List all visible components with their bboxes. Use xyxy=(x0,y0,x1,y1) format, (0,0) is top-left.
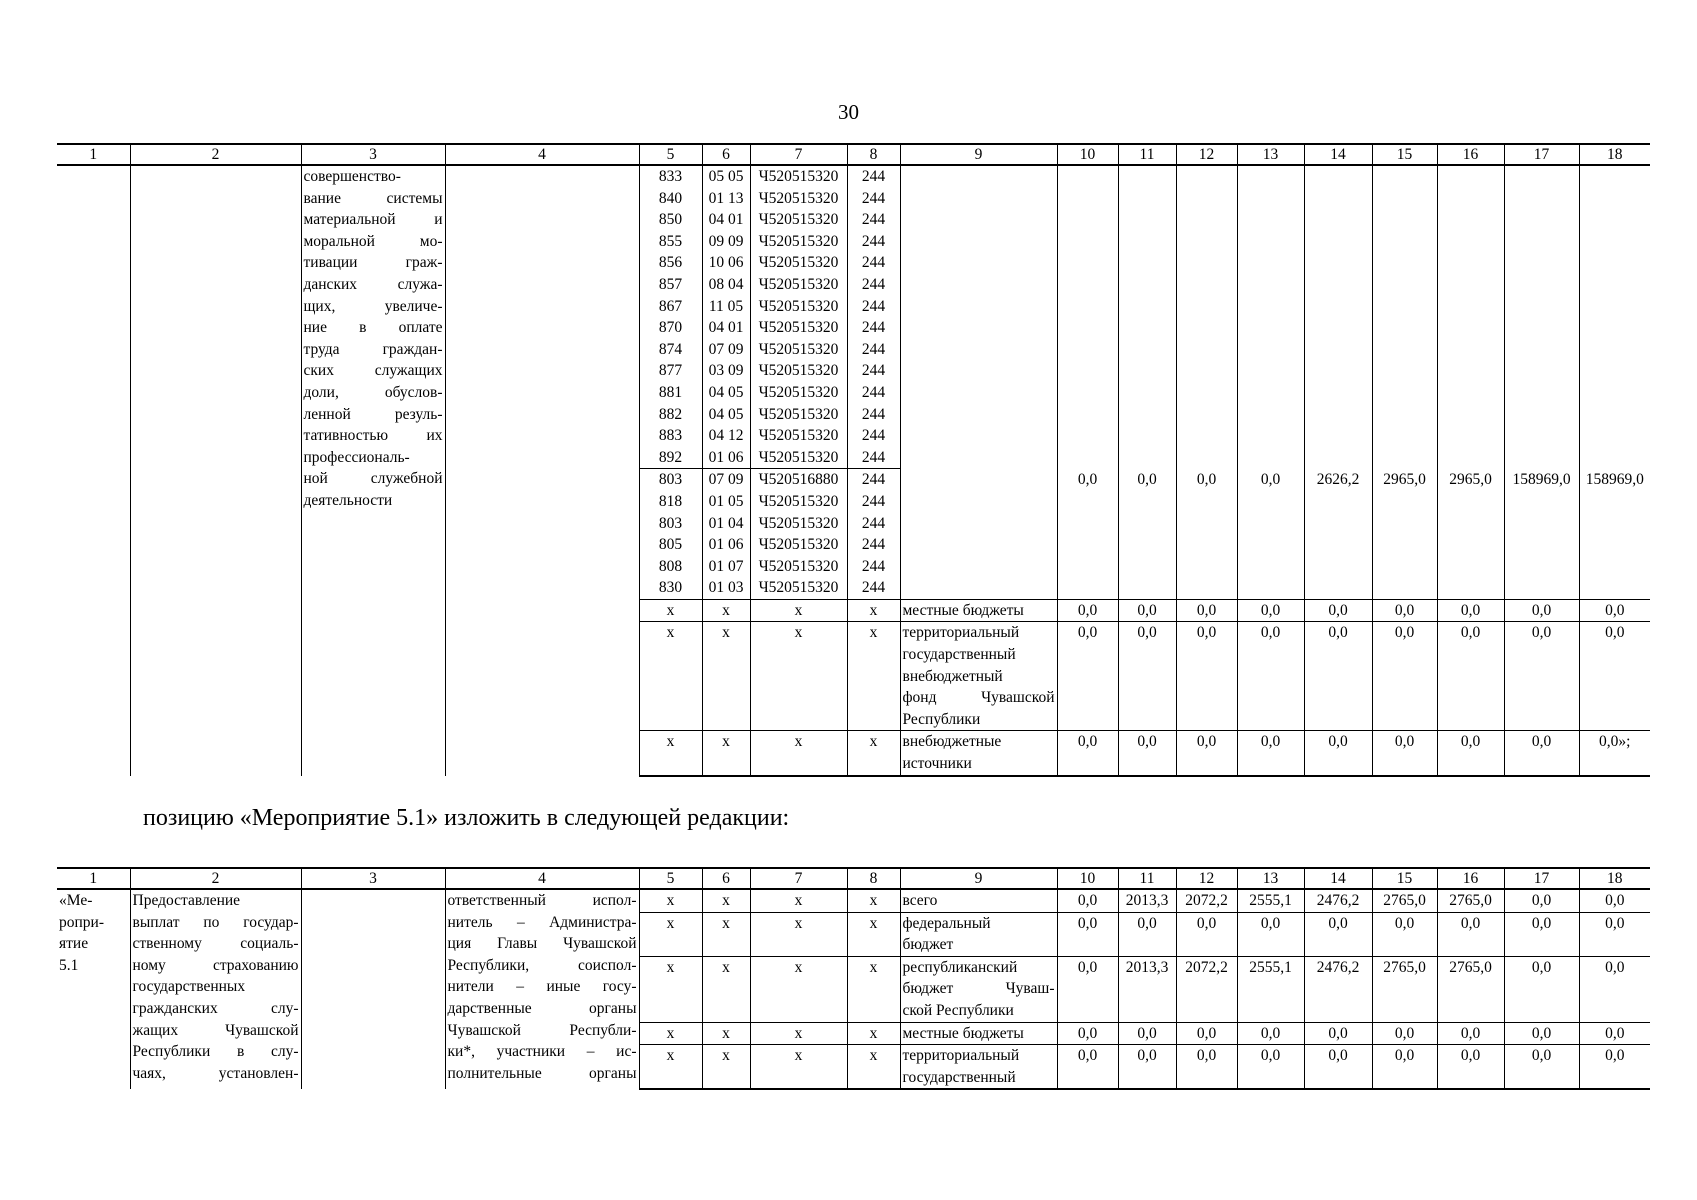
column-number-header xyxy=(57,868,1650,889)
x-mark: x xyxy=(702,889,750,912)
x-mark: x xyxy=(847,731,900,776)
value-cell: 0,0 xyxy=(1237,912,1304,956)
column-number: 13 xyxy=(1237,144,1304,165)
value-cell: 0,0 xyxy=(1237,1045,1304,1090)
value-cell: 0,0 xyxy=(1118,469,1176,600)
value-cell: 0,0 xyxy=(1372,622,1437,731)
x-mark: x xyxy=(847,599,900,622)
x-mark: x xyxy=(847,1045,900,1090)
value-cell: 0,0 xyxy=(1057,1022,1118,1045)
value-cell: 0,0 xyxy=(1372,912,1437,956)
x-mark: x xyxy=(639,599,702,622)
value-cell: 0,0 xyxy=(1504,956,1579,1022)
value-cell: 158969,0 xyxy=(1579,469,1650,600)
value-cell: 2555,1 xyxy=(1237,889,1304,912)
column-number: 1 xyxy=(57,144,130,165)
x-mark: x xyxy=(847,956,900,1022)
value-cell: 0,0 xyxy=(1118,1045,1176,1090)
x-mark: x xyxy=(639,622,702,731)
value-cell: 0,0 xyxy=(1372,1022,1437,1045)
value-cell: 0,0 xyxy=(1057,469,1118,600)
value-cell: 0,0 xyxy=(1504,599,1579,622)
funding-source: территориальный государственный внебюджетный фонд Чувашской Республики xyxy=(900,622,1057,731)
column-number: 10 xyxy=(1057,868,1118,889)
page-number: 30 xyxy=(838,100,859,124)
column-number: 12 xyxy=(1176,868,1237,889)
rzpr-codes: 05 05 01 13 04 01 09 09 10 06 08 04 11 05 04 01 07 09 03 09 04 05 04 05 04 12 01 06 xyxy=(702,165,750,469)
value-cell: 0,0 xyxy=(1118,599,1176,622)
program-table-continued xyxy=(57,143,1650,777)
x-mark: x xyxy=(750,731,847,776)
responsible-executor: ответственный испол- нитель – Администра- ция Главы Чувашской Республики, соиспол- нители – иные госу- дарственные органы Чувашской Республи- ки*, участники – ис- полнительные органы xyxy=(445,889,639,1089)
funding-source: федеральный бюджет xyxy=(900,912,1057,956)
column-number: 5 xyxy=(639,144,702,165)
column-number-header xyxy=(57,144,1650,165)
value-cell: 2476,2 xyxy=(1304,889,1372,912)
value-cell: 0,0 xyxy=(1118,912,1176,956)
x-mark: x xyxy=(750,956,847,1022)
value-cell: 0,0 xyxy=(1057,912,1118,956)
value-cell: 0,0 xyxy=(1579,1022,1650,1045)
value-cell: 0,0 xyxy=(1237,622,1304,731)
column-number: 18 xyxy=(1579,144,1650,165)
x-mark: x xyxy=(702,956,750,1022)
value-cell: 0,0 xyxy=(1504,731,1579,776)
value-cell: 0,0 xyxy=(1504,622,1579,731)
column-number: 17 xyxy=(1504,144,1579,165)
value-cell: 0,0 xyxy=(1372,1045,1437,1090)
value-cell: 0,0 xyxy=(1176,469,1237,600)
value-cell: 0,0 xyxy=(1504,1022,1579,1045)
value-cell: 0,0 xyxy=(1304,912,1372,956)
value-cell: 0,0 xyxy=(1579,1045,1650,1090)
value-cell: 0,0 xyxy=(1118,731,1176,776)
value-cell: 0,0 xyxy=(1437,599,1504,622)
cell-col4 xyxy=(445,165,639,776)
value-cell: 2765,0 xyxy=(1372,889,1437,912)
value-cell: 0,0 xyxy=(1504,889,1579,912)
x-mark: x xyxy=(847,622,900,731)
rzpr-codes: 07 09 01 05 01 04 01 06 01 07 01 03 xyxy=(702,469,750,600)
column-number: 6 xyxy=(702,868,750,889)
x-mark: x xyxy=(639,889,702,912)
column-number: 6 xyxy=(702,144,750,165)
x-mark: x xyxy=(750,599,847,622)
value-cell: 0,0 xyxy=(1237,1022,1304,1045)
value-cell: 0,0 xyxy=(1504,912,1579,956)
value-cell: 0,0 xyxy=(1176,1045,1237,1090)
column-number: 2 xyxy=(130,868,301,889)
column-number: 1 xyxy=(57,868,130,889)
value-cell: 0,0 xyxy=(1237,469,1304,600)
column-number: 17 xyxy=(1504,868,1579,889)
x-mark: x xyxy=(639,1022,702,1045)
cell-col2 xyxy=(130,165,301,776)
value-cell: 0,0 xyxy=(1176,1022,1237,1045)
column-number: 5 xyxy=(639,868,702,889)
measure-title: Предоставление выплат по государ- ственному социаль- ному страхованию государственных гражданских слу- жащих Чувашской Республики в слу- чаях, установлен- xyxy=(130,889,301,1089)
x-mark: x xyxy=(702,622,750,731)
grbs-codes: 833 840 850 855 856 857 867 870 874 877 881 882 883 892 xyxy=(639,165,702,469)
column-number: 3 xyxy=(301,868,445,889)
column-number: 14 xyxy=(1304,868,1372,889)
value-cell: 2555,1 xyxy=(1237,956,1304,1022)
value-cell: 0,0 xyxy=(1579,956,1650,1022)
vr-codes: 244 244 244 244 244 244 244 244 244 244 244 244 244 244 xyxy=(847,165,900,469)
value-cell: 0,0 xyxy=(1118,622,1176,731)
value-cell: 0,0 xyxy=(1437,1045,1504,1090)
x-mark: x xyxy=(847,889,900,912)
x-mark: x xyxy=(750,1045,847,1090)
x-mark: x xyxy=(639,956,702,1022)
value-cell: 0,0 xyxy=(1057,1045,1118,1090)
value-cell: 0,0 xyxy=(1437,622,1504,731)
column-number: 9 xyxy=(900,868,1057,889)
column-number: 16 xyxy=(1437,144,1504,165)
grbs-codes: 803 818 803 805 808 830 xyxy=(639,469,702,600)
value-cell: 2072,2 xyxy=(1176,889,1237,912)
column-number: 4 xyxy=(445,144,639,165)
column-number: 7 xyxy=(750,144,847,165)
x-mark: x xyxy=(639,912,702,956)
funding-source: внебюджетные источники xyxy=(900,731,1057,776)
value-cell: 0,0 xyxy=(1579,912,1650,956)
measure-number: «Ме- ропри- ятие 5.1 xyxy=(57,889,130,1089)
x-mark: x xyxy=(750,622,847,731)
amendment-instruction: позицию «Мероприятие 5.1» изложить в следующей редакции: xyxy=(143,805,790,831)
value-cell: 0,0»; xyxy=(1579,731,1650,776)
value-cell: 0,0 xyxy=(1057,599,1118,622)
value-cell: 2765,0 xyxy=(1437,956,1504,1022)
value-cell: 0,0 xyxy=(1372,599,1437,622)
value-cell: 0,0 xyxy=(1372,731,1437,776)
value-cell: 2013,3 xyxy=(1118,956,1176,1022)
x-mark: x xyxy=(702,731,750,776)
column-number: 11 xyxy=(1118,144,1176,165)
value-cell: 0,0 xyxy=(1118,1022,1176,1045)
value-cell: 0,0 xyxy=(1057,731,1118,776)
value-cell: 0,0 xyxy=(1304,1022,1372,1045)
value-cell: 0,0 xyxy=(1057,622,1118,731)
value-cell: 0,0 xyxy=(1437,1022,1504,1045)
column-number: 10 xyxy=(1057,144,1118,165)
x-mark: x xyxy=(750,912,847,956)
column-number: 9 xyxy=(900,144,1057,165)
value-cell: 0,0 xyxy=(1579,599,1650,622)
column-number: 8 xyxy=(847,868,900,889)
cell-col3 xyxy=(301,889,445,1089)
value-cell: 2765,0 xyxy=(1437,889,1504,912)
x-mark: x xyxy=(702,599,750,622)
column-number: 14 xyxy=(1304,144,1372,165)
column-number: 15 xyxy=(1372,868,1437,889)
value-cell: 0,0 xyxy=(1176,599,1237,622)
csr-codes: Ч520515320 Ч520515320 Ч520515320 Ч520515320 Ч520515320 Ч520515320 Ч520515320 Ч520515320 Ч520515320 Ч520515320 Ч520515320 Ч520515320 Ч520515320 Ч520515320 xyxy=(750,165,847,469)
value-cell: 2965,0 xyxy=(1437,469,1504,600)
value-cell: 2476,2 xyxy=(1304,956,1372,1022)
funding-source: территориальный государственный xyxy=(900,1045,1057,1090)
column-number: 2 xyxy=(130,144,301,165)
measure-5-1-table xyxy=(57,867,1650,1090)
value-cell: 0,0 xyxy=(1057,956,1118,1022)
column-number: 3 xyxy=(301,144,445,165)
value-cell: 2013,3 xyxy=(1118,889,1176,912)
value-cell: 0,0 xyxy=(1579,889,1650,912)
column-number: 13 xyxy=(1237,868,1304,889)
value-cell: 0,0 xyxy=(1057,889,1118,912)
funding-source: местные бюджеты xyxy=(900,1022,1057,1045)
vr-codes: 244 244 244 244 244 244 xyxy=(847,469,900,600)
value-cell: 0,0 xyxy=(1237,599,1304,622)
value-cell: 0,0 xyxy=(1437,731,1504,776)
table-row xyxy=(57,889,1650,912)
funding-source: всего xyxy=(900,889,1057,912)
x-mark: x xyxy=(702,912,750,956)
value-cell: 2965,0 xyxy=(1372,469,1437,600)
value-cell: 2765,0 xyxy=(1372,956,1437,1022)
csr-codes: Ч520516880 Ч520515320 Ч520515320 Ч520515320 Ч520515320 Ч520515320 xyxy=(750,469,847,600)
column-number: 11 xyxy=(1118,868,1176,889)
x-mark: x xyxy=(639,1045,702,1090)
value-cell: 2072,2 xyxy=(1176,956,1237,1022)
value-cell: 0,0 xyxy=(1304,599,1372,622)
measure-description: совершенство- вание системы материальной и моральной мо- тивации граж- данских служа- щих, увеличе- ние в оплате труда граждан- ских служащих доли, обуслов- ленной резуль- тативностью их профессиональ- ной служебной деятельности xyxy=(301,165,445,776)
value-cell: 0,0 xyxy=(1176,912,1237,956)
column-number: 15 xyxy=(1372,144,1437,165)
funding-source: местные бюджеты xyxy=(900,599,1057,622)
x-mark: x xyxy=(702,1045,750,1090)
x-mark: x xyxy=(750,1022,847,1045)
value-cell: 2626,2 xyxy=(1304,469,1372,600)
value-cell: 0,0 xyxy=(1237,731,1304,776)
column-number: 8 xyxy=(847,144,900,165)
cell-col1 xyxy=(57,165,130,776)
value-cell: 158969,0 xyxy=(1504,469,1579,600)
x-mark: x xyxy=(847,912,900,956)
table-row xyxy=(57,165,1650,469)
column-number: 16 xyxy=(1437,868,1504,889)
x-mark: x xyxy=(702,1022,750,1045)
funding-source: республиканский бюджет Чуваш- ской Республики xyxy=(900,956,1057,1022)
value-cell: 0,0 xyxy=(1304,622,1372,731)
value-cell: 0,0 xyxy=(1176,622,1237,731)
column-number: 7 xyxy=(750,868,847,889)
value-cell: 0,0 xyxy=(1176,731,1237,776)
funding-source-empty xyxy=(900,165,1057,599)
value-cell: 0,0 xyxy=(1504,1045,1579,1090)
column-number: 4 xyxy=(445,868,639,889)
x-mark: x xyxy=(847,1022,900,1045)
value-cell: 0,0 xyxy=(1437,912,1504,956)
column-number: 18 xyxy=(1579,868,1650,889)
value-cell: 0,0 xyxy=(1304,731,1372,776)
value-cell: 0,0 xyxy=(1304,1045,1372,1090)
x-mark: x xyxy=(750,889,847,912)
column-number: 12 xyxy=(1176,144,1237,165)
x-mark: x xyxy=(639,731,702,776)
value-cell: 0,0 xyxy=(1579,622,1650,731)
